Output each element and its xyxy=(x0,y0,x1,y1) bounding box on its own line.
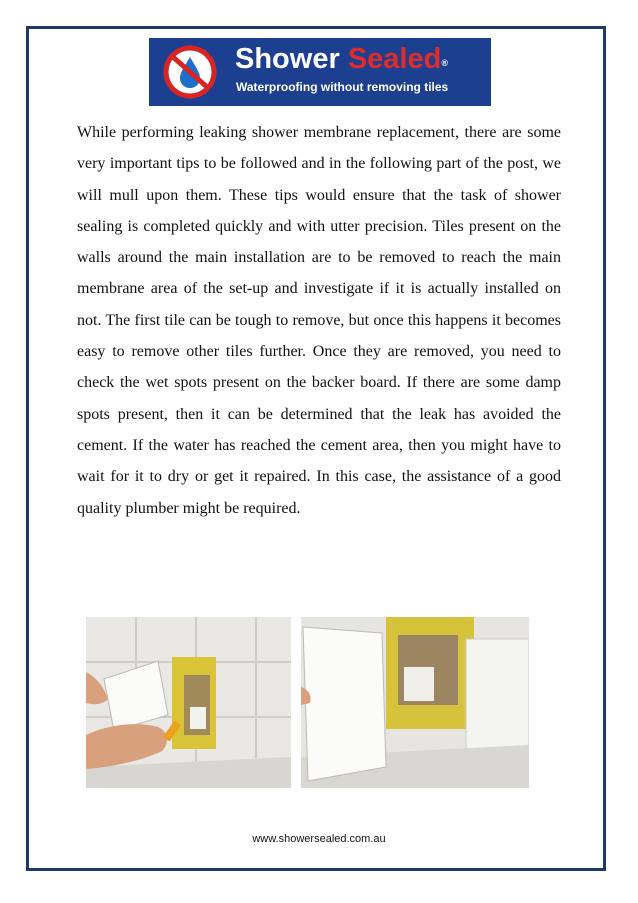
brand-tagline: Waterproofing without removing tiles xyxy=(236,80,449,94)
brand-name-sealed: Sealed xyxy=(347,43,442,75)
article-paragraph: While performing leaking shower membrane replacement, there are some very important tips to be followed and in the following part of the post, we will mull upon them. These tips would ensure that the task of shower sealing is completed quickly and with utter precision. Tiles present on the walls around the main installation are to be removed to reach the main membrane area of the set-up and investigate if it is actually installed on not. The first tile can be tough to remove, but once this happens it becomes easy to remove other tiles further. Once they are removed, you need to check the wet spots present on the backer board. If there are some damp spots present, then it can be determined that the leak has avoided the cement. If the water has reached the cement area, then you might have to wait for it to dry or get it repaired. In this case, the assistance of a good quality plumber might be required. xyxy=(77,124,561,517)
registered-mark: ® xyxy=(441,58,448,68)
tile-removal-photos xyxy=(86,617,529,788)
footer-website-url: www.showersealed.com.au xyxy=(252,833,386,845)
brand-name-shower: Shower xyxy=(235,43,340,75)
brand-name xyxy=(235,42,448,76)
no-water-drop-icon xyxy=(163,45,217,99)
tile-removal-photo-left xyxy=(86,617,291,788)
shower-sealed-logo-banner xyxy=(149,38,491,106)
tile-removal-photo-right xyxy=(301,617,529,788)
